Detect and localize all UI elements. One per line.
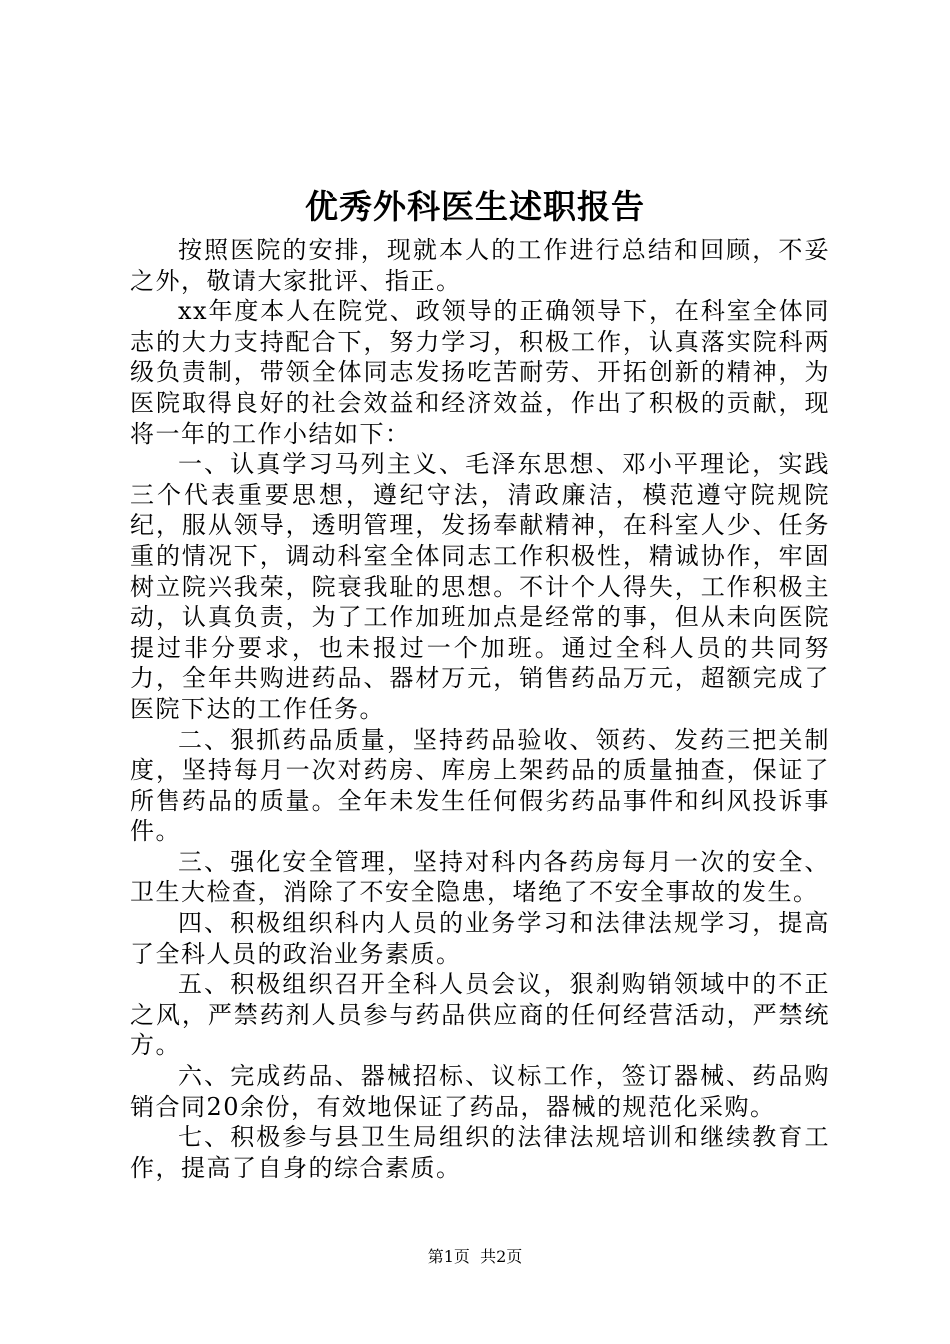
document-body [130, 235, 830, 1183]
paragraph-intro: 按照医院的安排，现就本人的工作进行总结和回顾，不妥之外，敬请大家批评、指正。 [130, 236, 830, 295]
paragraph-item-7: 七、积极参与县卫生局组织的法律法规培训和继续教育工作，提高了自身的综合素质。 [130, 1123, 830, 1182]
document-title: 优秀外科医生述职报告 [305, 187, 645, 226]
paragraph-summary: xx年度本人在院党、政领导的正确领导下，在科室全体同志的大力支持配合下，努力学习，积极工作，认真落实院科两级负责制，带领全体同志发扬吃苦耐劳、开拓创新的精神，为医院取得良好的社会效益和经济效益，作出了积极的贡献，现将一年的工作小结如下： [130, 297, 830, 448]
paragraph-item-6: 六、完成药品、器械招标、议标工作，签订器械、药品购销合同20余份，有效地保证了药品，器械的规范化采购。 [130, 1062, 830, 1121]
paragraph-item-3: 三、强化安全管理，坚持对科内各药房每月一次的安全、卫生大检查，消除了不安全隐患，堵绝了不安全事故的发生。 [130, 847, 830, 907]
paragraph-item-4: 四、积极组织科内人员的业务学习和法律法规学习，提高了全科人员的政治业务素质。 [130, 909, 830, 968]
paragraph-item-2: 二、狠抓药品质量，坚持药品验收、领药、发药三把关制度，坚持每月一次对药房、库房上架药品的质量抽查，保证了所售药品的质量。全年未发生任何假劣药品事件和纠风投诉事件。 [130, 725, 830, 846]
page-number: 第1页 共2页 [427, 1247, 523, 1266]
paragraph-item-1: 一、认真学习马列主义、毛泽东思想、邓小平理论，实践三个代表重要思想，遵纪守法，清政廉洁，模范遵守院规院纪，服从领导，透明管理，发扬奉献精神，在科室人少、任务重的情况下，调动科室全体同志工作积极性，精诚协作，牢固树立院兴我荣，院衰我耻的思想。不计个人得失，工作积极主动，认真负责，为了工作加班加点是经常的事，但从未向医院提过非分要求，也未报过一个加班。通过全科人员的共同努力，全年共购进药品、器材万元，销售药品万元，超额完成了医院下达的工作任务。 [130, 450, 830, 723]
paragraph-item-5: 五、积极组织召开全科人员会议，狠刹购销领域中的不正之风，严禁药剂人员参与药品供应商的任何经营活动，严禁统方。 [130, 970, 830, 1060]
page-footer [0, 1247, 950, 1267]
